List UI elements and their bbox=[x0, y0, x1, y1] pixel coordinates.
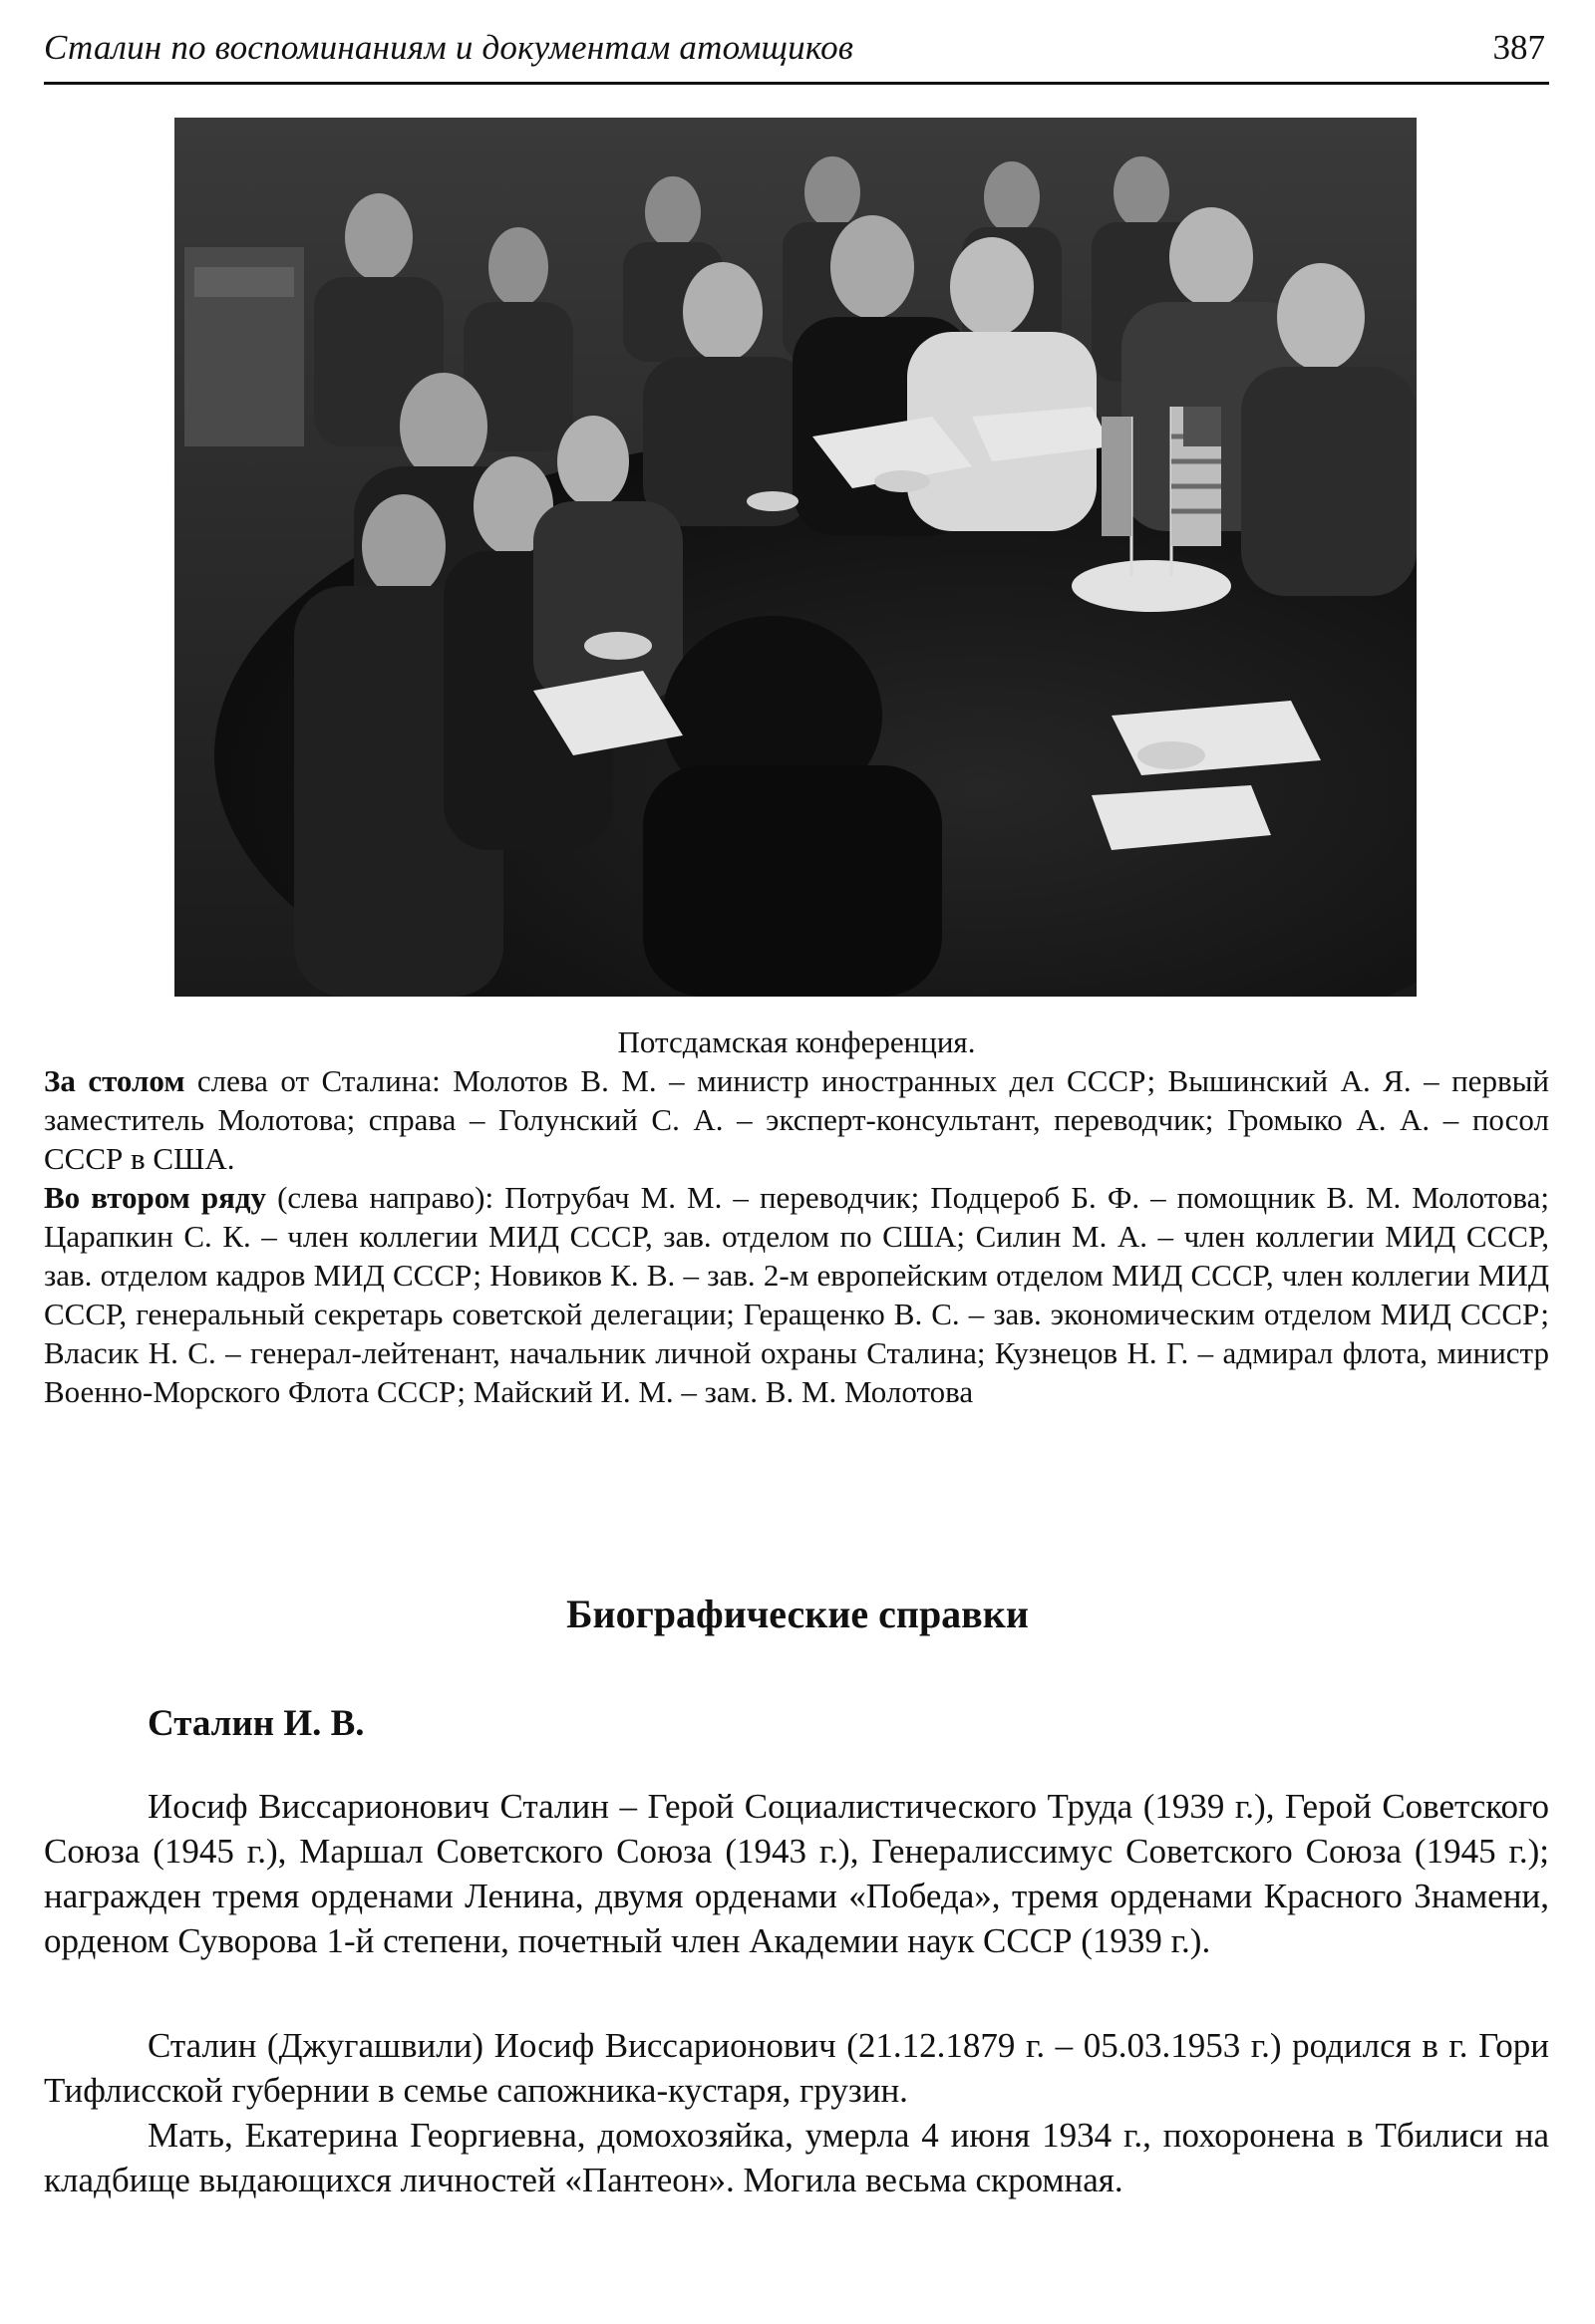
running-title: Сталин по воспоминаниям и документам атомщиков bbox=[44, 28, 854, 67]
caption-title: Потсдамская конференция. bbox=[617, 1024, 976, 1059]
body-paragraph-3: Мать, Екатерина Георгиевна, домохозяйка, умерла 4 июня 1934 г., похоронена в Тбилиси на кладбище выдающихся личностей «Пантеон». Могила весьма скромная. bbox=[44, 2116, 1549, 2199]
caption-table-text: слева от Сталина: Молотов В. М. – министр иностранных дел СССР; Вышинский А. Я. – первый заместитель Молотова; справа – Голунский С. А. – эксперт-консультант, переводчик; Громыко А. А. – посол СССР в США. bbox=[44, 1063, 1550, 1176]
body-paragraph-2: Сталин (Джугашвили) Иосиф Виссарионович (21.12.1879 г. – 05.03.1953 г.) родился в г. Гори Тифлисской губернии в семье сапожника-кустаря, грузин. bbox=[44, 2026, 1549, 2110]
bio-name: Сталин И. В. bbox=[148, 1703, 365, 1744]
photo-caption bbox=[44, 1022, 1549, 1411]
caption-row-paragraph bbox=[44, 1178, 1549, 1411]
caption-row-text: (слева направо): Потрубач М. М. – переводчик; Подцероб Б. Ф. – помощник В. М. Молотова; Царапкин С. К. – член коллегии МИД СССР, зав. отделом по США; Силин М. А. – член коллегии МИД СССР, зав. отделом кадров МИД СССР; Новиков К. В. – зав. 2-м европейским отделом МИД СССР, член коллегии МИД СССР, генеральный секретарь советской делегации; Геращенко В. С. – зав. экономическим отделом МИД СССР; Власик Н. С. – генерал-лейтенант, начальник личной охраны Сталина; Кузнецов Н. Г. – адмирал флота, министр Военно-Морского Флота СССР; Майский И. М. – зам. В. М. Молотова bbox=[44, 1180, 1549, 1409]
caption-table-label: За столом bbox=[44, 1063, 185, 1098]
conference-photo bbox=[174, 118, 1417, 997]
caption-table-paragraph bbox=[44, 1061, 1549, 1178]
section-title: Биографические справки bbox=[566, 1592, 1029, 1636]
photograph-icon bbox=[174, 118, 1417, 997]
page-number: 387 bbox=[1492, 28, 1545, 67]
caption-row-label: Во втором ряду bbox=[44, 1180, 267, 1215]
body-paragraph-1: Иосиф Виссарионович Сталин – Герой Социалистического Труда (1939 г.), Герой Советского Союза (1945 г.), Маршал Советского Союза (1943 г.), Генералиссимус Советского Союза (1945 г.); награжден тремя орденами Ленина, двумя орденами «Победа», тремя орденами Красного Знамени, орденом Суворова 1-й степени, почетный член Академии наук СССР (1939 г.). bbox=[44, 1787, 1549, 1960]
running-header bbox=[44, 26, 1549, 85]
